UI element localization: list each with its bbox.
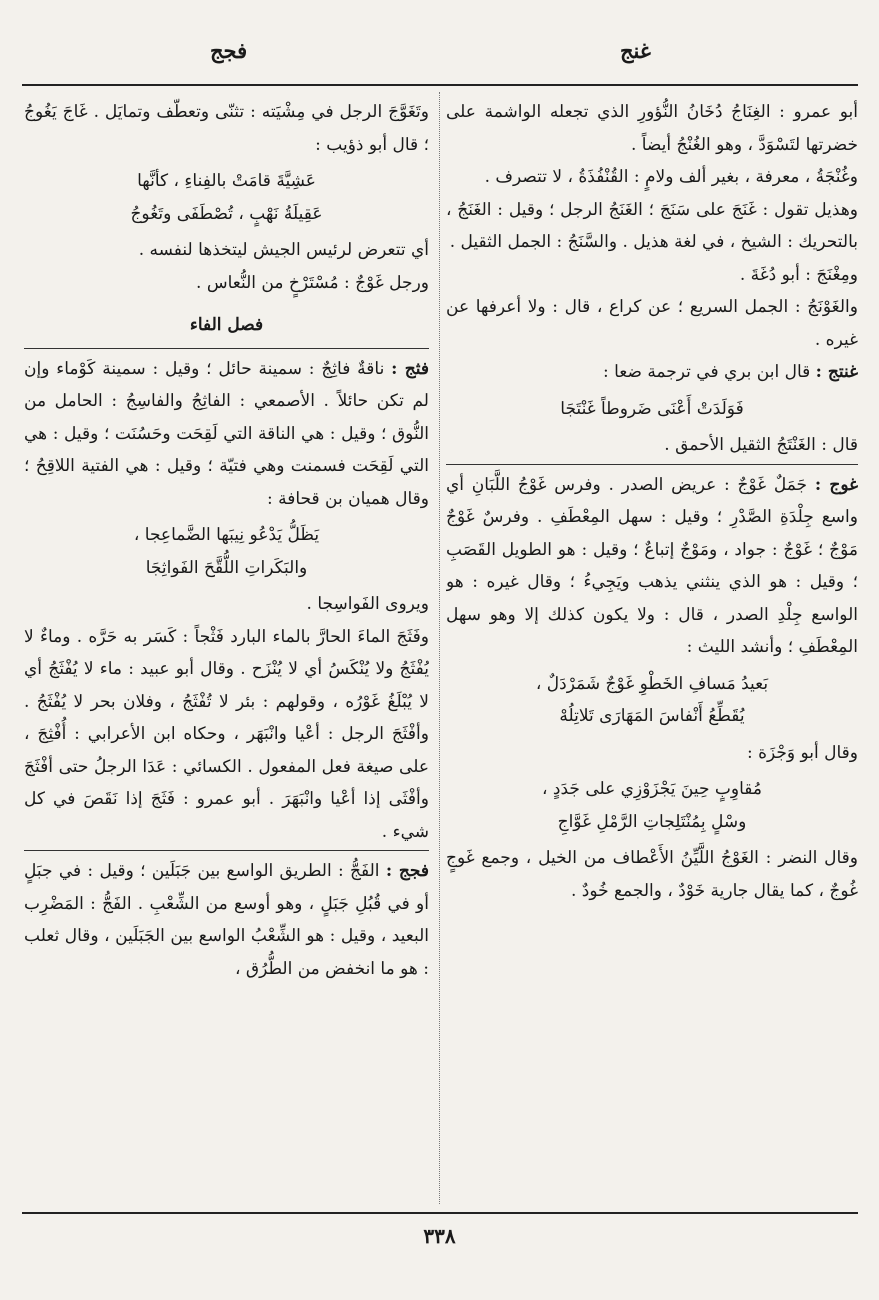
paragraph: وغُنْجَةُ ، معرفة ، بغير ألف ولامٍ : القُنْفُذَةُ ، لا تتصرف .: [484, 167, 858, 187]
paragraph: وقال أبو وَجْزَة :: [746, 742, 858, 763]
section-separator: [24, 348, 429, 349]
entry-fthj: [24, 353, 429, 516]
paragraph: وهذيل تقول : غَنَجَ على سَنَجَ ؛ الغَنَجُ الرجل ؛ وقيل : الغَنَجُ ، بالتحريك : الشيخ ، في لغة هذيل . والسَّنَجُ : الجمل الثقيل .: [446, 199, 858, 252]
paragraph: أبو عمرو : الغِنَاجُ دُخَانُ النُّؤورِ الذي تجعله الواشمة على خضرتها لتَسْوَدَّ ، وهو الغُنْجُ أيضاً .: [446, 102, 858, 155]
entry-ghwj: [446, 469, 858, 664]
entry-text: جَمَلٌ غَوْجٌ : عريض الصدر . وفرس غَوْجُ اللَّبَانِ أي واسع جِلْدَةِ الصَّدْرِ ؛ وقيل : سهل المِعْطَفِ . وفرسٌ غَوْجٌ مَوْجٌ ؛ غَوْجٌ : جواد ، ومَوْجٌ إتباعٌ ؛ وقيل : هو الطويل القَصَبِ ؛ وقيل : هو الذي ينثني يذهب ويَجِيءُ ؛ وقال غيره : هو الواسع جِلْدِ الصدر ، قال : ولا يكون كذلك إلا وهو سهل المِعْطَفِ ؛ وأنشد الليث :: [446, 474, 858, 657]
top-rule: [22, 84, 858, 86]
right-column: [446, 96, 858, 1206]
verse: [446, 393, 858, 426]
verse-line: فَوَلَدَتْ أَعْنَى ضَروطاً غَنْتَجَا: [560, 398, 744, 419]
entry-headword: فثج :: [391, 358, 429, 379]
paragraph: ويروى الفَواسِجا .: [306, 594, 429, 614]
entry-text: ناقةٌ فاثِجٌ : سمينة حائل ؛ وقيل : سمينة كَوْماء وإن لم تكن حائلاً . الأصمعي : الفاثِجُ والفاسِجُ : الحامل من النُّوق ؛ وقيل : هي الناقة التي لَقِحَت وحَسُنَت ؛ وقيل : هي التي لَقِحَت فسمنت وهي فتيّة ؛ وقيل : هي الفتية اللاقِحُ ؛ وقال هميان بن قحافة :: [24, 358, 429, 509]
verse-line: مُقاوِبٍ حِينَ يَجْزَوْزِي على جَدَدٍ ،: [542, 779, 762, 799]
verse-line: يُقَطِّعُ أَنْفاسَ المَهَارَى تَلاتِلُهْ: [559, 706, 745, 726]
entry-headword: غوج :: [814, 474, 858, 495]
entry-text: قال ابن بري في ترجمة ضعا :: [602, 362, 811, 382]
paragraph: ومِغْنَجَ : أبو دُغَةَ .: [739, 264, 858, 285]
verse-line: عَقِيلَةُ نَهْبٍ ، تُصْطَفَى وتَغُوجُ: [130, 203, 323, 224]
paragraph: وفَثَجَ الماءَ الحارَّ بالماء البارد فَثْجاً : كَسَر به حَرَّه . وماءٌ لا يُفْثَجُ ولا يُنْكَسُ أي لا يُنْزَح . وقال أبو عبيد : ماء لا يُفْثَجُ أي لا يُبْلَغُ غَوْرُه ، وقولهم : بئر لا تُفْثَجُ ، وفلان بحر لا يُفْثَجُ . وأفْثَجَ الرجل : أعْيا وانْبَهَر ، وحكاه ابن الأعرابي : أُفْثِجَ ، على صيغة فعل المفعول . الكسائي : عَدَا الرجلُ حتى أفْثَجَ وأفْثَى إذا أعْيا وانْبَهَرَ . أبو عمرو : فَثَجَ إذا نَقَصَ في كل شيء .: [24, 626, 429, 842]
section-title: فصل الفاء: [189, 315, 264, 335]
bottom-rule: [22, 1212, 858, 1214]
left-column: [24, 96, 429, 1206]
paragraph: وقال النضر : الغَوْجُ اللَّيِّنُ الأَعْطاف من الخيل ، وجمع غَوجٍ غُوجٌ ، كما يقال جارية خَوْدٌ ، والجمع خُودٌ .: [446, 848, 858, 901]
entry-headword: غنتج :: [815, 362, 858, 382]
paragraph: والغَوْنَجُ : الجمل السريع ؛ عن كراع ، قال : ولا أعرفها عن غيره .: [446, 297, 858, 350]
paragraph: أي تتعرض لرئيس الجيش ليتخذها لنفسه .: [138, 240, 429, 260]
entry-fjj: [24, 855, 429, 985]
verse: [24, 165, 429, 230]
verse-line: يَظَلُّ يَدْعُو نِيبَها الضَّماعِجا ،: [133, 525, 320, 545]
verse-line: بَعيدُ مَسافِ الخَطْوِ غَوْجٌ شَمَرْدَلٌ ،: [535, 673, 769, 694]
page-number: ٣٣٨: [423, 1224, 456, 1248]
column-divider: [439, 92, 440, 1204]
paragraph: ورجل غَوْجٌ : مُسْتَرْخٍ من النُّعاس .: [196, 272, 429, 293]
verse: [24, 519, 429, 584]
verse: [446, 773, 858, 838]
entry-ghntj: [446, 356, 858, 389]
left-header-title: فجج: [210, 38, 248, 63]
entry-separator: [24, 850, 429, 851]
verse-line: عَشِيَّةَ قامَتْ بالفِناءِ ، كأنَّها: [137, 171, 316, 191]
verse: [446, 668, 858, 733]
entry-text: الفَجُّ : الطريق الواسع بين جَبَلَين ؛ وقيل : في جبَلٍ أو في قُبُلِ جَبَلٍ ، وهو أوسع من الشِّعْبِ . الفَجُّ : المَضْرِب البعيد ، وقيل : هو الشِّعْبُ الواسع بين الجَبَلَين ، وقال ثعلب : هو ما انخفض من الطُّرُق ،: [24, 861, 429, 979]
verse-line: وسْلٍ بِمُنْتَلِجاتِ الرَّمْلِ غَوَّاجِ: [557, 811, 747, 832]
verse-line: والبَكَراتِ اللُّقَّحَ الفَواثِجَا: [145, 557, 308, 578]
entry-headword: فجج :: [385, 861, 429, 881]
right-header-title: غنج: [620, 38, 651, 63]
paragraph: وتَغَوَّجَ الرجل في مِشْيَته : تثنّى وتعطّف وتمايَل . غَاجَ يَغُوجُ ؛ قال أبو ذؤيب :: [24, 102, 429, 155]
entry-separator: [446, 464, 858, 465]
paragraph: قال : الغَنْتَجُ الثقيل الأحمق .: [664, 435, 858, 455]
